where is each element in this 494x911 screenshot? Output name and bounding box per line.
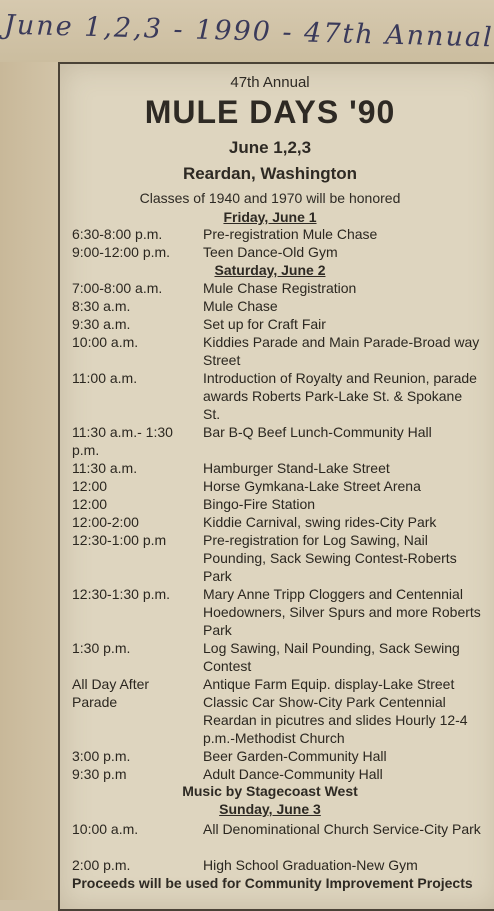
time: 10:00 a.m. bbox=[72, 334, 139, 350]
sunday-heading: Sunday, June 3 bbox=[219, 801, 321, 817]
time: 9:30 a.m. bbox=[72, 316, 131, 332]
time: 10:00 a.m. bbox=[72, 821, 139, 837]
event: Kiddies Parade and Main Parade-Broad way Street bbox=[203, 334, 480, 368]
event: Adult Dance-Community Hall bbox=[203, 766, 383, 782]
time: 1:30 p.m. bbox=[72, 640, 131, 656]
time: 9:30 p.m bbox=[72, 766, 127, 782]
event: Set up for Craft Fair bbox=[203, 316, 326, 332]
event: Log Sawing, Nail Pounding, Sack Sewing Contest bbox=[203, 640, 460, 674]
scrapbook-margin bbox=[0, 62, 58, 900]
time: 8:30 a.m. bbox=[72, 298, 131, 314]
time: 11:00 a.m. bbox=[72, 370, 138, 386]
time: 11:30 a.m.- 1:30 p.m. bbox=[72, 424, 173, 458]
time: 12:30-1:30 p.m. bbox=[72, 586, 171, 602]
time: All Day After Parade bbox=[72, 676, 150, 710]
music-note: Music by Stagecoast West bbox=[182, 783, 358, 799]
event: Horse Gymkana-Lake Street Arena bbox=[203, 478, 421, 494]
event: Teen Dance-Old Gym bbox=[203, 244, 338, 260]
friday-heading: Friday, June 1 bbox=[223, 209, 317, 225]
event: Hamburger Stand-Lake Street bbox=[203, 460, 390, 476]
event-location: Reardan, Washington bbox=[182, 164, 358, 183]
event: Antique Farm Equip. display-Lake Street Classic Car Show-City Park Centennial Reardan in picutres and slides Hourly 12-4 p.m.-Methodist Church bbox=[203, 676, 468, 746]
event: Mule Chase bbox=[203, 298, 278, 314]
time: 12:00 bbox=[72, 478, 108, 494]
event: Kiddie Carnival, swing rides-City Park bbox=[203, 514, 437, 530]
time: 12:30-1:00 p.m bbox=[72, 532, 167, 548]
newspaper-clipping bbox=[58, 62, 494, 911]
event-dates: June 1,2,3 bbox=[228, 138, 312, 157]
event: Beer Garden-Community Hall bbox=[203, 748, 387, 764]
event: Mule Chase Registration bbox=[203, 280, 357, 296]
classes-honored: Classes of 1940 and 1970 will be honored bbox=[139, 190, 401, 206]
event: Pre-registration Mule Chase bbox=[203, 226, 378, 242]
event: Pre-registration for Log Sawing, Nail Pounding, Sack Sewing Contest-Roberts Park bbox=[203, 532, 457, 584]
time: 7:00-8:00 a.m. bbox=[72, 280, 163, 296]
event: Bar B-Q Beef Lunch-Community Hall bbox=[203, 424, 432, 440]
time: 12:00-2:00 bbox=[72, 514, 139, 530]
proceeds-note: Proceeds will be used for Community Improvement Projects bbox=[72, 875, 473, 891]
time: 3:00 p.m. bbox=[72, 748, 131, 764]
time: 9:00-12:00 p.m. bbox=[72, 244, 171, 260]
event: Bingo-Fire Station bbox=[203, 496, 316, 512]
time: 2:00 p.m. bbox=[72, 857, 131, 873]
event: Mary Anne Tripp Cloggers and Centennial Hoedowners, Silver Spurs and more Roberts Park bbox=[203, 586, 481, 638]
handwritten-note: June 1,2,3 - 1990 - 47th Annual bbox=[3, 9, 494, 54]
time: 12:00 bbox=[72, 496, 108, 512]
event: High School Graduation-New Gym bbox=[203, 857, 418, 873]
scrapbook-page bbox=[0, 0, 494, 63]
event: All Denominational Church Service-City Park bbox=[203, 821, 481, 837]
time: 6:30-8:00 p.m. bbox=[72, 226, 163, 242]
time: 11:30 a.m. bbox=[72, 460, 138, 476]
annual-label: 47th Annual bbox=[230, 74, 310, 91]
event: Introduction of Royalty and Reunion, parade awards Roberts Park-Lake St. & Spokane St. bbox=[203, 370, 477, 422]
saturday-heading: Saturday, June 2 bbox=[214, 262, 326, 278]
event-title: MULE DAYS '90 bbox=[144, 94, 396, 130]
